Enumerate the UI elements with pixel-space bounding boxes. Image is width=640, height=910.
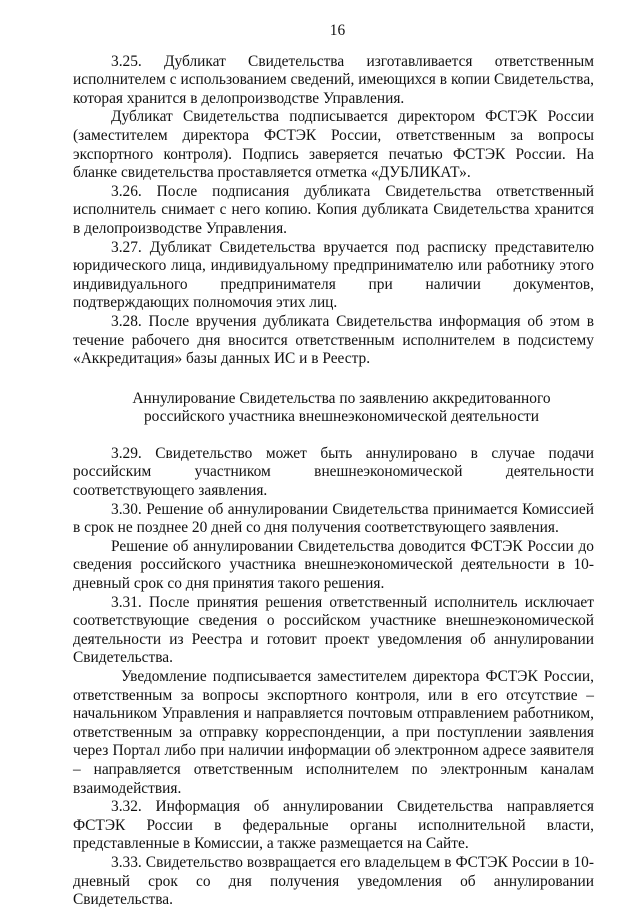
- section-heading-line-1: Аннулирование Свидетельства по заявлению аккредитованного: [132, 389, 551, 407]
- paragraph-3-30: 3.30. Решение об аннулировании Свидетельства принимается Комиссией в срок не позднее 20 дней со дня получения соответствующего заявления.: [73, 500, 594, 537]
- paragraph-3-28: 3.28. После вручения дубликата Свидетельства информация об этом в течение рабочего дня вносится ответственным исполнителем в подсистему «Аккредитация» базы данных ИС и в Реестр.: [73, 312, 594, 368]
- paragraph-3-26: 3.26. После подписания дубликата Свидетельства ответственный исполнитель снимает с него копию. Копия дубликата Свидетельства хранится в делопроизводстве Управления.: [73, 182, 594, 237]
- paragraph-notification: Уведомление подписывается заместителем директора ФСТЭК России, ответственным за вопросы экспортного контроля, или в его отсутствие – начальником Управления и направляется почтовым отправлением работником, ответственным за отправку корреспонденции, а при поступлении заявления через Портал либо при наличии информации об электронном адресе заявителя – направляется ответственным исполнителем по электронным каналам взаимодействия.: [73, 668, 594, 797]
- paragraph-3-31: 3.31. После принятия решения ответственный исполнитель исключает соответствующие сведения о российском участнике внешнеэкономической деятельности из Реестра и готовит проект уведомления об аннулировании Свидетельства.: [73, 593, 594, 667]
- paragraph-3-32: 3.32. Информация об аннулировании Свидетельства направляется ФСТЭК России в федеральные органы исполнительной власти, представленные в Комиссии, а также размещается на Сайте.: [73, 798, 594, 853]
- page-number: 16: [329, 22, 346, 39]
- paragraph-3-25: 3.25. Дубликат Свидетельства изготавливается ответственным исполнителем с использованием сведений, имеющихся в копии Свидетельства, которая хранится в делопроизводстве Управления.: [73, 52, 594, 107]
- paragraph-decision-notice: Решение об аннулировании Свидетельства доводится ФСТЭК России до сведения российского участника внешнеэкономической деятельности в 10-дневный срок со дня принятия такого решения.: [73, 537, 594, 593]
- paragraph-duplicate-signature: Дубликат Свидетельства подписывается директором ФСТЭК России (заместителем директора ФСТЭК России, ответственным за вопросы экспортного контроля). Подпись заверяется печатью ФСТЭК России. На бланке свидетельства проставляется отметка «ДУБЛИКАТ».: [73, 108, 594, 182]
- section-heading-line-2: российского участника внешнеэкономической деятельности: [143, 408, 540, 426]
- section-heading: [73, 390, 594, 427]
- paragraph-3-29: 3.29. Свидетельство может быть аннулировано в случае подачи российским участником внешнеэкономической деятельности соответствующего заявления.: [73, 444, 594, 500]
- paragraph-3-33: 3.33. Свидетельство возвращается его владельцем в ФСТЭК России в 10-дневный срок со дня получения уведомления об аннулировании Свидетельства.: [73, 853, 594, 909]
- paragraph-3-27: 3.27. Дубликат Свидетельства вручается под расписку представителю юридического лица, индивидуальному предпринимателю или работнику этого индивидуального предпринимателя при наличии документов, подтверждающих полномочия этих лиц.: [73, 238, 594, 312]
